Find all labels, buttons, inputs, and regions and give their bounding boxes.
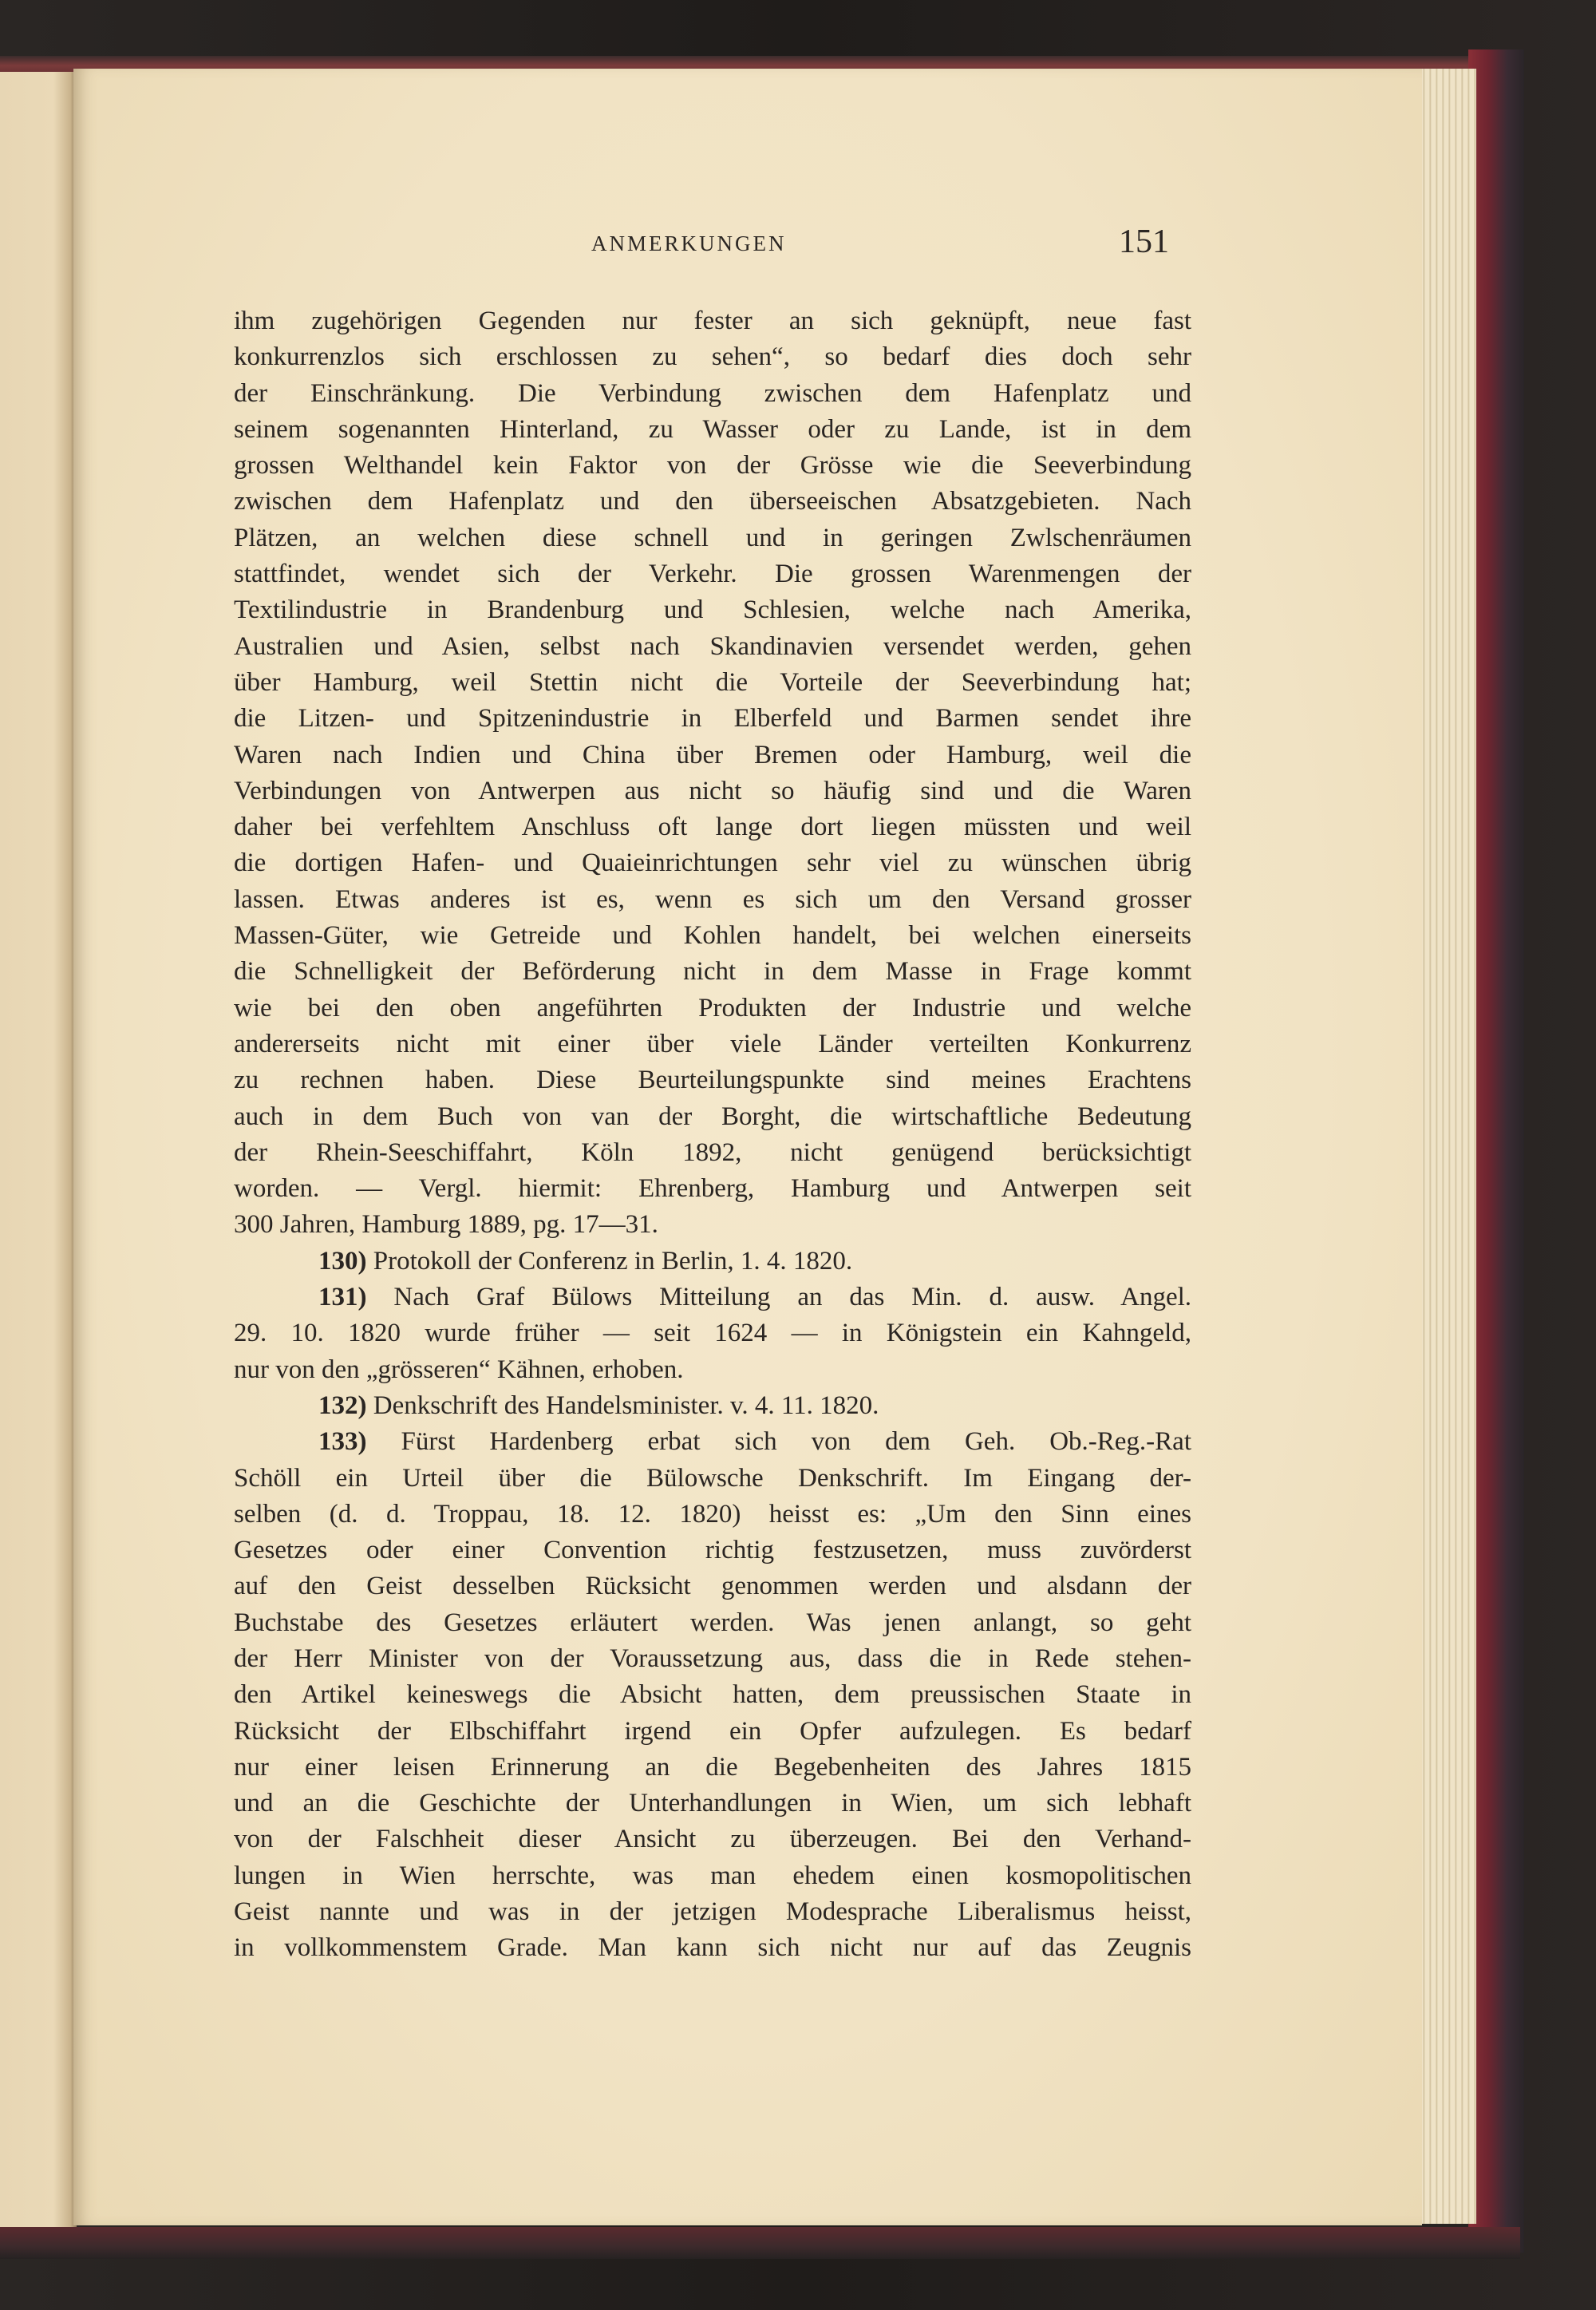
footnote-line bbox=[234, 1244, 1191, 1280]
line-text: und an die Geschichte der Unterhandlungen in Wien, um sich lebhaft bbox=[234, 1789, 1191, 1818]
line-text: Verbindungen von Antwerpen aus nicht so häufig sind und die Waren bbox=[234, 776, 1191, 805]
line-text: nur von den „grösseren“ Kähnen, erhoben. bbox=[234, 1355, 684, 1384]
text-line bbox=[234, 520, 1191, 556]
text-line bbox=[234, 1750, 1191, 1786]
text-line bbox=[234, 1171, 1191, 1207]
text-line bbox=[234, 1641, 1191, 1677]
line-text: in vollkommenstem Grade. Man kann sich nicht nur auf das Zeugnis bbox=[234, 1933, 1191, 1963]
text-line bbox=[234, 665, 1191, 701]
text-line bbox=[234, 629, 1191, 665]
text-line bbox=[234, 1062, 1191, 1098]
text-line bbox=[234, 1677, 1191, 1713]
line-text: Geist nannte und was in der jetzigen Modesprache Liberalismus heisst, bbox=[234, 1897, 1191, 1927]
line-text: grossen Welthandel kein Faktor von der Grösse wie die Seeverbindung bbox=[234, 451, 1191, 481]
line-text: selben (d. d. Troppau, 18. 12. 1820) heisst es: „Um den Sinn eines bbox=[234, 1499, 1191, 1529]
line-text: Denkschrift des Handelsminister. v. 4. 11. 1820. bbox=[373, 1390, 879, 1420]
text-line bbox=[234, 954, 1191, 990]
body-text bbox=[234, 303, 1191, 1967]
text-line bbox=[234, 1026, 1191, 1062]
text-line bbox=[234, 1605, 1191, 1641]
line-text: wie bei den oben angeführten Produkten der Industrie und welche bbox=[234, 993, 1191, 1022]
line-text: Plätzen, an welchen diese schnell und in geringen Zwlschenräumen bbox=[234, 523, 1191, 552]
line-text: die dortigen Hafen- und Quaieinrichtungen sehr viel zu wünschen übrig bbox=[234, 848, 1191, 878]
line-text: Fürst Hardenberg erbat sich von dem Geh. Ob.-Reg.-Rat bbox=[401, 1427, 1191, 1457]
line-text: der Rhein-Seeschiffahrt, Köln 1892, nicht genügend berücksichtigt bbox=[234, 1137, 1191, 1167]
text-line bbox=[234, 1135, 1191, 1171]
text-line bbox=[234, 1894, 1191, 1930]
text-line bbox=[234, 1461, 1191, 1497]
page-number: 151 bbox=[1119, 223, 1169, 260]
text-line bbox=[234, 412, 1191, 448]
previous-page-edge bbox=[0, 72, 77, 2227]
footnote-number: 132) bbox=[318, 1390, 367, 1420]
line-text: Rücksicht der Elbschiffahrt irgend ein Opfer aufzulegen. Es bedarf bbox=[234, 1716, 1191, 1746]
line-text: lungen in Wien herrschte, was man ehedem einen kosmopolitischen bbox=[234, 1861, 1191, 1890]
text-line bbox=[234, 1207, 1191, 1243]
line-text: lassen. Etwas anderes ist es, wenn es sich um den Versand grosser bbox=[234, 884, 1191, 914]
line-text: auf den Geist desselben Rücksicht genommen werden und alsdann der bbox=[234, 1572, 1191, 1601]
line-text: den Artikel keineswegs die Absicht hatten, dem preussischen Staate in bbox=[234, 1680, 1191, 1710]
line-text: die Litzen- und Spitzenindustrie in Elberfeld und Barmen sendet ihre bbox=[234, 704, 1191, 734]
footnote-number: 133) bbox=[318, 1427, 367, 1457]
line-text: Buchstabe des Gesetzes erläutert werden. Was jenen anlangt, so geht bbox=[234, 1608, 1191, 1637]
line-text: nur einer leisen Erinnerung an die Begebenheiten des Jahres 1815 bbox=[234, 1752, 1191, 1782]
line-text: worden. — Vergl. hiermit: Ehrenberg, Hamburg und Antwerpen seit bbox=[234, 1174, 1191, 1204]
text-line bbox=[234, 991, 1191, 1026]
line-text: andererseits nicht mit einer über viele Länder verteilten Konkurrenz bbox=[234, 1029, 1191, 1058]
footnote-number: 131) bbox=[318, 1283, 367, 1312]
line-text: auch in dem Buch von van der Borght, die wirtschaftliche Bedeutung bbox=[234, 1102, 1191, 1131]
line-text: die Schnelligkeit der Beförderung nicht in dem Masse in Frage kommt bbox=[234, 957, 1191, 987]
text-line bbox=[234, 1315, 1191, 1351]
line-text: der Einschränkung. Die Verbindung zwischen dem Hafenplatz und bbox=[234, 378, 1191, 408]
line-text: konkurrenzlos sich erschlossen zu sehen“, so bedarf dies doch sehr bbox=[234, 342, 1191, 372]
text-line bbox=[234, 701, 1191, 737]
text-line bbox=[234, 592, 1191, 628]
line-text: daher bei verfehltem Anschluss oft lange dort liegen müssten und weil bbox=[234, 813, 1191, 842]
footnote-line bbox=[234, 1388, 1191, 1424]
line-text: Textilindustrie in Brandenburg und Schlesien, welche nach Amerika, bbox=[234, 595, 1191, 625]
text-line bbox=[234, 303, 1191, 339]
line-text: zwischen dem Hafenplatz und den überseeischen Absatzgebieten. Nach bbox=[234, 487, 1191, 516]
text-line bbox=[234, 738, 1191, 773]
line-text: 29. 10. 1820 wurde früher — seit 1624 — in Königstein ein Kahngeld, bbox=[234, 1319, 1191, 1348]
text-line bbox=[234, 1714, 1191, 1750]
text-line bbox=[234, 1930, 1191, 1966]
text-line bbox=[234, 809, 1191, 845]
text-line bbox=[234, 484, 1191, 520]
text-line bbox=[234, 1099, 1191, 1135]
line-text: Waren nach Indien und China über Bremen oder Hamburg, weil die bbox=[234, 740, 1191, 769]
line-text: über Hamburg, weil Stettin nicht die Vorteile der Seeverbindung hat; bbox=[234, 667, 1191, 697]
text-line bbox=[234, 1568, 1191, 1604]
page-stack-edge bbox=[1412, 69, 1476, 2224]
line-text: zu rechnen haben. Diese Beurteilungspunkte sind meines Erachtens bbox=[234, 1066, 1191, 1095]
text-line bbox=[234, 882, 1191, 918]
line-text: ihm zugehörigen Gegenden nur fester an sich geknüpft, neue fast bbox=[234, 307, 1191, 335]
text-line bbox=[234, 339, 1191, 375]
text-line bbox=[234, 845, 1191, 881]
text-line bbox=[234, 918, 1191, 954]
line-text: der Herr Minister von der Voraussetzung aus, dass die in Rede stehen- bbox=[234, 1644, 1191, 1673]
text-line bbox=[234, 1858, 1191, 1894]
footnote-line bbox=[234, 1424, 1191, 1460]
running-head: ANMERKUNGEN bbox=[591, 231, 787, 255]
line-text: Protokoll der Conferenz in Berlin, 1. 4. 1820. bbox=[373, 1246, 853, 1276]
text-line bbox=[234, 773, 1191, 809]
text-line bbox=[234, 1352, 1191, 1388]
text-line bbox=[234, 448, 1191, 484]
footnote-number: 130) bbox=[318, 1246, 367, 1276]
line-text: 300 Jahren, Hamburg 1889, pg. 17—31. bbox=[234, 1210, 658, 1240]
line-text: von der Falschheit dieser Ansicht zu überzeugen. Bei den Verhand- bbox=[234, 1825, 1191, 1854]
line-text: stattfindet, wendet sich der Verkehr. Die grossen Warenmengen der bbox=[234, 560, 1191, 589]
line-text: Nach Graf Bülows Mitteilung an das Min. d. ausw. Angel. bbox=[393, 1283, 1192, 1312]
text-line bbox=[234, 376, 1191, 412]
text-line bbox=[234, 556, 1191, 592]
footnote-line bbox=[234, 1280, 1191, 1315]
text-line bbox=[234, 1786, 1191, 1821]
line-text: seinem sogenannten Hinterland, zu Wasser oder zu Lande, ist in dem bbox=[234, 414, 1191, 444]
text-line bbox=[234, 1533, 1191, 1568]
line-text: Schöll ein Urteil über die Bülowsche Denkschrift. Im Eingang der- bbox=[234, 1463, 1191, 1493]
line-text: Massen-Güter, wie Getreide und Kohlen handelt, bei welchen einerseits bbox=[234, 921, 1191, 951]
book-cover-edge bbox=[1468, 49, 1524, 2253]
line-text: Australien und Asien, selbst nach Skandinavien versendet werden, gehen bbox=[234, 631, 1191, 661]
bottom-binding-edge bbox=[0, 2227, 1520, 2259]
text-line bbox=[234, 1497, 1191, 1533]
line-text: Gesetzes oder einer Convention richtig festzusetzen, muss zuvörderst bbox=[234, 1536, 1191, 1565]
text-line bbox=[234, 1821, 1191, 1857]
